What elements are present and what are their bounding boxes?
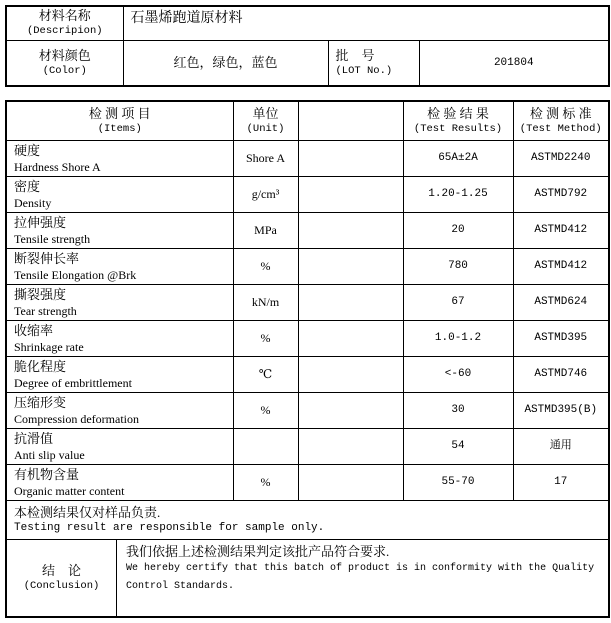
method-cell: ASTMD412 — [513, 248, 609, 284]
material-color-row — [6, 40, 609, 86]
disclaimer-row — [6, 500, 609, 539]
test-row-elongation — [6, 248, 609, 284]
item-name-zh: 压缩形变 — [14, 394, 67, 410]
test-results-table — [5, 100, 610, 618]
conclusion-label-en: (Conclusion) — [23, 579, 100, 592]
blank-cell — [298, 392, 403, 428]
conclusion-text-en: We hereby certify that this batch of product is in conformity with the Quality Control Standards. — [126, 562, 595, 592]
item-name-en: Anti slip value — [14, 447, 85, 462]
result-cell: 1.20-1.25 — [403, 176, 513, 212]
method-cell: ASTMD395 — [513, 320, 609, 356]
method-cell: 17 — [513, 464, 609, 500]
item-name-zh: 密度 — [14, 178, 41, 194]
material-name-row — [6, 6, 609, 40]
item-name-cell — [6, 356, 233, 392]
test-row-hardness — [6, 140, 609, 176]
unit-cell: ℃ — [233, 356, 298, 392]
column-header-items-en: (Items) — [97, 122, 142, 135]
item-name-zh: 拉伸强度 — [14, 214, 67, 230]
unit-cell: g/cm³ — [233, 176, 298, 212]
column-header-unit-en: (Unit) — [246, 122, 285, 135]
conclusion-label — [7, 540, 117, 617]
material-name-value: 石墨烯跑道原材料 — [130, 11, 243, 26]
lot-label-en: (LOT No.) — [335, 64, 393, 77]
item-name-en: Tensile Elongation @Brk — [14, 267, 137, 282]
item-name-en: Tensile strength — [14, 231, 91, 246]
unit-cell: % — [233, 392, 298, 428]
item-name-zh: 抗滑值 — [14, 430, 54, 446]
item-name-zh: 硬度 — [14, 142, 41, 158]
unit-cell: % — [233, 464, 298, 500]
material-name-value-cell — [123, 6, 609, 40]
item-name-zh: 脆化程度 — [14, 358, 67, 374]
test-row-tensile-strength — [6, 212, 609, 248]
conclusion-row — [6, 539, 609, 617]
lot-value-cell — [419, 40, 609, 86]
result-cell: 54 — [403, 428, 513, 464]
blank-cell — [298, 356, 403, 392]
column-header-results-zh: 检 验 结 果 — [427, 105, 489, 121]
material-color-value-cell — [123, 40, 328, 86]
blank-cell — [298, 428, 403, 464]
unit-cell — [233, 428, 298, 464]
blank-cell — [298, 284, 403, 320]
item-name-en: Hardness Shore A — [14, 159, 101, 174]
column-header-method-zh: 检 测 标 准 — [529, 105, 592, 121]
item-name-en: Tear strength — [14, 303, 77, 318]
lot-label-zh: 批 号 — [335, 47, 375, 63]
material-color-label-cell — [6, 40, 123, 86]
method-cell: ASTMD792 — [513, 176, 609, 212]
conclusion-text-zh: 我们依据上述检测结果判定该批产品符合要求. — [126, 543, 390, 559]
result-cell: 67 — [403, 284, 513, 320]
blank-cell — [298, 140, 403, 176]
result-cell: 20 — [403, 212, 513, 248]
table-header-row — [6, 101, 609, 140]
disclaimer-en: Testing result are responsible for sample only. — [14, 521, 325, 534]
column-header-method-en: (Test Method) — [519, 122, 602, 135]
column-header-items-zh: 检 测 项 目 — [88, 105, 151, 121]
item-name-cell — [6, 320, 233, 356]
column-header-unit-zh: 单位 — [252, 105, 279, 121]
blank-cell — [298, 176, 403, 212]
blank-cell — [298, 248, 403, 284]
material-color-label-zh: 材料颜色 — [38, 47, 91, 63]
item-name-en: Degree of embrittlement — [14, 375, 132, 390]
material-info-table — [5, 5, 610, 87]
material-color-label-en: (Color) — [42, 64, 87, 77]
item-name-cell — [6, 284, 233, 320]
unit-cell: % — [233, 248, 298, 284]
unit-cell: MPa — [233, 212, 298, 248]
method-cell: ASTMD412 — [513, 212, 609, 248]
column-header-method — [513, 101, 609, 140]
item-name-cell — [6, 428, 233, 464]
result-cell: 65A±2A — [403, 140, 513, 176]
item-name-cell — [6, 248, 233, 284]
disclaimer-note — [6, 500, 609, 539]
result-cell: 55-70 — [403, 464, 513, 500]
item-name-en: Density — [14, 195, 52, 210]
unit-cell: Shore A — [233, 140, 298, 176]
blank-cell — [298, 212, 403, 248]
disclaimer-zh: 本检测结果仅对样品负责. — [14, 504, 161, 520]
method-cell: ASTMD746 — [513, 356, 609, 392]
test-row-shrinkage — [6, 320, 609, 356]
item-name-zh: 收缩率 — [14, 322, 54, 338]
column-header-items — [6, 101, 233, 140]
method-cell: ASTMD395(B) — [513, 392, 609, 428]
conclusion-label-zh: 结 论 — [41, 562, 81, 578]
test-row-tear-strength — [6, 284, 609, 320]
method-cell: ASTMD2240 — [513, 140, 609, 176]
blank-cell — [298, 464, 403, 500]
test-row-embrittlement — [6, 356, 609, 392]
result-cell: 1.0-1.2 — [403, 320, 513, 356]
lot-value: 201804 — [493, 56, 534, 69]
result-cell: <-60 — [403, 356, 513, 392]
material-color-value: 红色，绿色，蓝色 — [173, 55, 278, 71]
blank-cell — [298, 320, 403, 356]
item-name-en: Compression deformation — [14, 411, 139, 426]
item-name-cell — [6, 464, 233, 500]
item-name-en: Shrinkage rate — [14, 339, 84, 354]
unit-cell: % — [233, 320, 298, 356]
item-name-cell — [6, 176, 233, 212]
result-cell: 780 — [403, 248, 513, 284]
material-name-label-zh: 材料名称 — [38, 8, 91, 24]
item-name-zh: 撕裂强度 — [14, 286, 67, 302]
test-row-organic-content — [6, 464, 609, 500]
test-row-anti-slip — [6, 428, 609, 464]
test-row-density — [6, 176, 609, 212]
lot-label-cell — [328, 40, 419, 86]
conclusion-text — [117, 540, 608, 617]
item-name-cell — [6, 392, 233, 428]
column-header-unit — [233, 101, 298, 140]
unit-cell: kN/m — [233, 284, 298, 320]
method-cell: 通用 — [513, 428, 609, 464]
item-name-en: Organic matter content — [14, 483, 125, 498]
item-name-cell — [6, 140, 233, 176]
material-name-label-cell — [6, 6, 123, 40]
column-header-results-en: (Test Results) — [413, 122, 503, 135]
item-name-zh: 有机物含量 — [14, 466, 80, 482]
column-header-blank — [298, 101, 403, 140]
item-name-zh: 断裂伸长率 — [14, 250, 80, 266]
test-row-compression — [6, 392, 609, 428]
method-cell: ASTMD624 — [513, 284, 609, 320]
column-header-results — [403, 101, 513, 140]
material-name-label-en: (Descripion) — [26, 25, 103, 38]
result-cell: 30 — [403, 392, 513, 428]
item-name-cell — [6, 212, 233, 248]
